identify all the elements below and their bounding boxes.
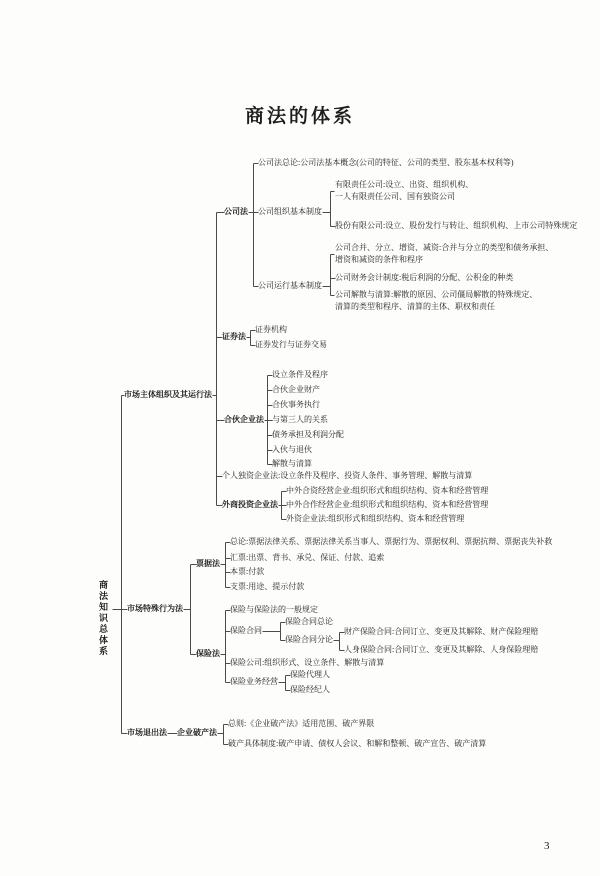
node-joint-stock-company: 股份有限公司:设立、股份发行与转让、组织机构、上市公司特殊规定 (335, 221, 578, 230)
node-life-insurance-contract: 人身保险合同:合同订立、变更及其解除、人身保险理赔 (344, 645, 539, 654)
node-company-dissolution-line2: 清算的类型和程序、清算的主体、职权和责任 (335, 302, 495, 311)
node-negotiable-instruments-law: 票据法 (196, 559, 220, 568)
node-securities-institutions: 证券机构 (255, 325, 287, 334)
node-partnership-join-withdraw: 入伙与退伙 (272, 445, 312, 454)
node-securities-law: 证券法 (222, 332, 246, 341)
node-insurance-general-provisions: 保险与保险法的一般规定 (230, 605, 318, 614)
page-title: 商法的体系 (244, 106, 355, 127)
node-company-merger-line1: 公司合并、分立、增资、减资:合并与分立的类型和债务承担、 (335, 243, 554, 252)
node-limited-liability-company-line1: 有限责任公司:设立、出资、组织机构、 (335, 180, 474, 189)
node-company-law-general: 公司法总论:公司法基本概念(公司的特征、公司的类型、股东基本权利等) (258, 158, 514, 167)
node-equity-joint-venture: 中外合资经营企业:组织形式和组织结构、资本和经营管理 (286, 486, 489, 495)
node-company-law: 公司法 (224, 207, 248, 216)
node-partnership-third-party: 与第三人的关系 (272, 415, 328, 424)
node-insurance-agent: 保险代理人 (290, 670, 330, 679)
node-partnership-debt-profit: 债务承担及利润分配 (272, 430, 344, 439)
node-wholly-foreign-enterprise: 外资企业法:组织形式和组织结构、资本和经营管理 (286, 514, 465, 523)
node-partnership-property: 合伙企业财产 (272, 385, 320, 394)
node-sole-proprietorship-law: 个人独资企业法:设立条件及程序、投资人条件、事务管理、解散与清算 (222, 471, 473, 480)
node-insurance-company: 保险公司:组织形式、设立条件、解散与清算 (230, 658, 385, 667)
node-bill-of-exchange: 汇票:出票、背书、承兑、保证、付款、追索 (230, 553, 385, 562)
node-insurance-law: 保险法 (196, 649, 220, 658)
node-insurance-contract: 保险合同 (230, 626, 262, 635)
node-partnership-affairs: 合伙事务执行 (272, 400, 320, 409)
node-contractual-joint-venture: 中外合作经营企业:组织形式和组织结构、资本和经营管理 (286, 500, 489, 509)
node-insurance-contract-specific: 保险合同分论 (285, 635, 333, 644)
node-enterprise-bankruptcy-law: 企业破产法 (177, 728, 217, 737)
node-partnership-dissolution: 解散与清算 (272, 459, 312, 468)
node-partnership-establishment: 设立条件及程序 (272, 370, 328, 379)
node-limited-liability-company-line2: 一人有限责任公司、国有独资公司 (335, 192, 455, 201)
node-insurance-contract-general: 保险合同总论 (285, 617, 333, 626)
node-cheque: 支票:用途、提示付款 (230, 582, 305, 591)
node-market-exit-law: 市场退出法 (127, 728, 167, 737)
node-promissory-note: 本票:付款 (230, 567, 265, 576)
node-bankruptcy-specific: 破产具体制度:破产申请、债权人会议、和解和整顿、破产宣告、破产清算 (228, 739, 487, 748)
node-insurance-business: 保险业务经营 (230, 677, 278, 686)
node-company-dissolution-line1: 公司解散与清算:解散的原因、公司僵局解散的特殊规定、 (335, 290, 538, 299)
node-property-insurance-contract: 财产保险合同:合同订立、变更及其解除、财产保险理赔 (344, 627, 539, 636)
node-partnership-law: 合伙企业法 (224, 415, 264, 424)
node-insurance-broker: 保险经纪人 (290, 685, 330, 694)
page-number: 3 (544, 840, 550, 852)
node-instruments-general: 总论:票据法律关系、票据法律关系当事人、票据行为、票据权利、票据抗辩、票据丧失补救 (230, 537, 553, 546)
node-securities-issuance-trading: 证券发行与证券交易 (255, 340, 327, 349)
node-bankruptcy-general: 总则:《企业破产法》适用范围、破产界限 (228, 719, 375, 728)
node-special-market-conduct-law: 市场特殊行为法 (127, 604, 183, 613)
node-company-merger-line2: 增资和减资的条件和程序 (335, 255, 423, 264)
node-company-organization-system: 公司组织基本制度 (258, 207, 322, 216)
node-company-operation-system: 公司运行基本制度 (258, 281, 322, 290)
node-market-entity-law: 市场主体组织及其运行法 (124, 390, 212, 399)
node-company-finance-accounting: 公司财务会计制度:税后利润的分配、公积金的种类 (335, 273, 514, 282)
node-foreign-investment-law: 外商投资企业法 (222, 500, 278, 509)
node-root-commercial-law-system: 商法知识总体系 (98, 580, 108, 657)
